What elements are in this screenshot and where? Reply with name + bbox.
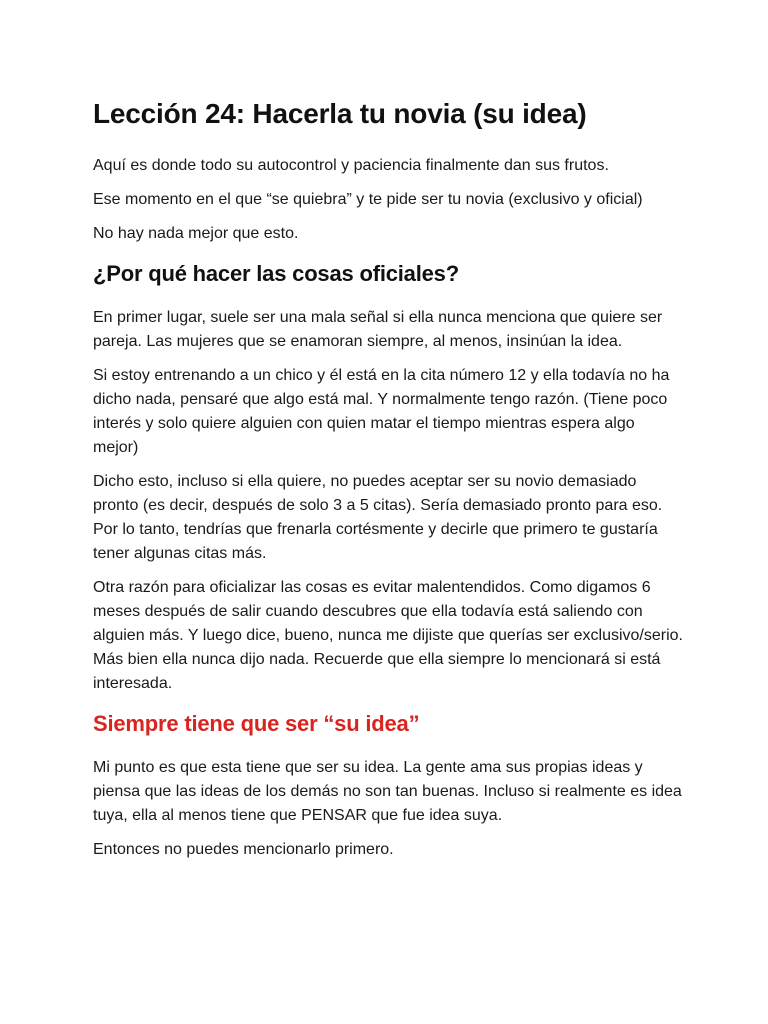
body-paragraph: Si estoy entrenando a un chico y él está en la cita número 12 y ella todavía no ha dicho nada, pensaré que algo está mal. Y normalmente tengo razón. (Tiene poco interés y solo quiere alguien con quien matar el tiempo mientras espera algo mejor) xyxy=(93,367,670,456)
body-paragraph: Mi punto es que esta tiene que ser su idea. La gente ama sus propias ideas y piensa que las ideas de los demás no son tan buenas. Incluso si realmente es idea tuya, ella al menos tiene que PENSAR que fue idea suya. xyxy=(93,759,682,824)
document-page xyxy=(93,95,683,872)
body-paragraph: Otra razón para oficializar las cosas es evitar malentendidos. Como digamos 6 meses después de salir cuando descubres que ella todavía está saliendo con alguien más. Y luego dice, bueno, nunca me dijiste que querías ser exclusivo/serio. Más bien ella nunca dijo nada. Recuerde que ella siempre lo mencionará si está interesada. xyxy=(93,579,683,692)
section-heading-her-idea: Siempre tiene que ser “su idea” xyxy=(93,711,420,736)
intro-paragraph: Ese momento en el que “se quiebra” y te pide ser tu novia (exclusivo y oficial) xyxy=(93,191,643,208)
body-paragraph: Dicho esto, incluso si ella quiere, no puedes aceptar ser su novio demasiado pronto (es decir, después de solo 3 a 5 citas). Sería demasiado pronto para eso. Por lo tanto, tendrías que frenarla cortésmente y decirle que primero te gustaría tener algunas citas más. xyxy=(93,473,663,562)
body-paragraph: Entonces no puedes mencionarlo primero. xyxy=(93,841,394,858)
intro-paragraph: Aquí es donde todo su autocontrol y paciencia finalmente dan sus frutos. xyxy=(93,157,609,174)
intro-paragraph: No hay nada mejor que esto. xyxy=(93,225,299,242)
page-title: Lección 24: Hacerla tu novia (su idea) xyxy=(93,98,587,129)
body-paragraph: En primer lugar, suele ser una mala señal si ella nunca menciona que quiere ser pareja. Las mujeres que se enamoran siempre, al menos, insinúan la idea. xyxy=(93,309,663,350)
section-heading-why-official: ¿Por qué hacer las cosas oficiales? xyxy=(93,261,459,286)
